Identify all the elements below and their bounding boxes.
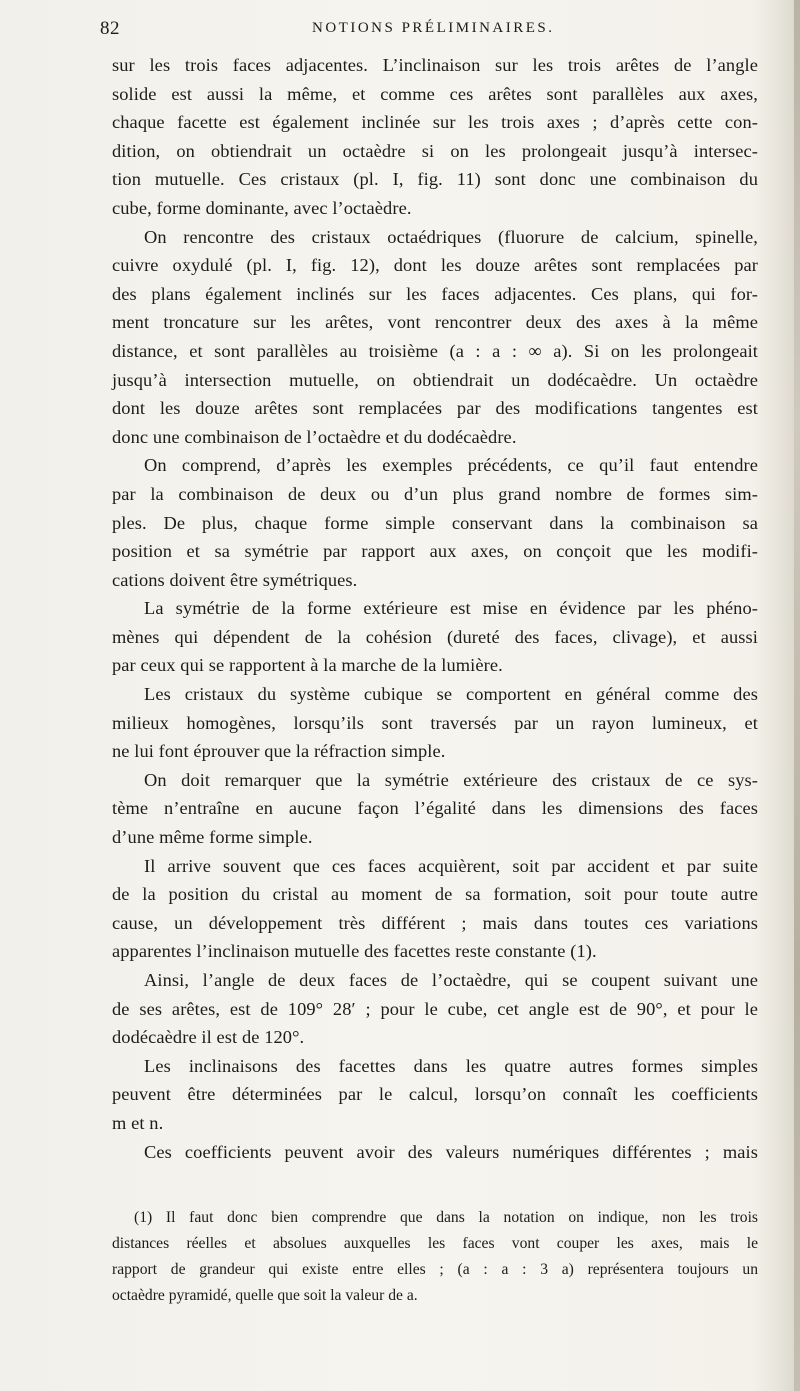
text-line: jusqu’à intersection mutuelle, on obtiendrait un dodécaèdre. Un octaèdre: [112, 369, 758, 390]
text-line: position et sa symétrie par rapport aux axes, on conçoit que les modifi-: [112, 541, 758, 562]
page-number: 82: [100, 18, 120, 39]
text-line: Les cristaux du système cubique se comportent en général comme des: [144, 684, 758, 705]
text-line: solide est aussi la même, et comme ces arêtes sont parallèles aux axes,: [112, 83, 758, 104]
footnote-line: octaèdre pyramidé, quelle que soit la valeur de a.: [112, 1287, 418, 1304]
text-line: sur les trois faces adjacentes. L’inclinaison sur les trois arêtes de l’angle: [112, 55, 758, 75]
text-line: milieux homogènes, lorsqu’ils sont traversés par un rayon lumineux, et: [112, 712, 758, 733]
text-line: chaque facette est également inclinée sur les trois axes ; d’après cette con-: [112, 112, 758, 133]
text-line: d’une même forme simple.: [112, 827, 313, 848]
text-line: dodécaèdre il est de 120°.: [112, 1027, 305, 1048]
text-line: cause, un développement très différent ; mais dans toutes ces variations: [112, 912, 758, 933]
text-line: cuivre oxydulé (pl. I, fig. 12), dont les douze arêtes sont remplacées par: [112, 255, 758, 276]
text-line: des plans également inclinés sur les faces adjacentes. Ces plans, qui for-: [112, 283, 758, 304]
text-line: On doit remarquer que la symétrie extérieure des cristaux de ce sys-: [144, 769, 758, 790]
text-line: m et n.: [112, 1112, 164, 1133]
text-line: de la position du cristal au moment de sa formation, soit pour toute autre: [112, 884, 758, 905]
text-line: cations doivent être symétriques.: [112, 569, 358, 590]
text-line: dont les douze arêtes sont remplacées par des modifications tangentes est: [112, 398, 758, 419]
text-line: mènes qui dépendent de la cohésion (dureté des faces, clivage), et aussi: [112, 626, 758, 647]
text-line: dition, on obtiendrait un octaèdre si on les prolongeait jusqu’à intersec-: [112, 140, 758, 161]
text-line: Ces coefficients peuvent avoir des valeurs numériques différentes ; mais: [144, 1141, 758, 1162]
text-line: distance, et sont parallèles au troisième (a : a : ∞ a). Si on les prolongeait: [112, 340, 758, 361]
footnote-line: (1) Il faut donc bien comprendre que dans la notation on indique, non les trois: [134, 1209, 758, 1226]
text-line: On rencontre des cristaux octaédriques (fluorure de calcium, spinelle,: [144, 226, 758, 247]
text-line: Il arrive souvent que ces faces acquièrent, soit par accident et par suite: [144, 855, 758, 876]
text-line: ment troncature sur les arêtes, vont rencontrer deux des axes à la même: [112, 312, 758, 333]
footnote: [112, 1205, 758, 1309]
text-line: tème n’entraîne en aucune façon l’égalité dans les dimensions des faces: [112, 798, 758, 819]
text-line: Ainsi, l’angle de deux faces de l’octaèdre, qui se coupent suivant une: [144, 970, 758, 990]
text-line: cube, forme dominante, avec l’octaèdre.: [112, 197, 412, 218]
text-line: donc une combinaison de l’octaèdre et du dodécaèdre.: [112, 426, 517, 447]
text-line: On comprend, d’après les exemples précédents, ce qu’il faut entendre: [144, 455, 758, 476]
text-line: ples. De plus, chaque forme simple conservant dans la combinaison sa: [112, 512, 758, 533]
footnote-line: rapport de grandeur qui existe entre elles ; (a : a : 3 a) représentera toujours un: [112, 1261, 758, 1278]
text-line: peuvent être déterminées par le calcul, lorsqu’on connaît les coefficients: [112, 1084, 758, 1105]
footnote-line: distances réelles et absolues auxquelles les faces vont couper les axes, mais le: [112, 1235, 758, 1252]
page-header: NOTIONS PRÉLIMINAIRES.: [312, 20, 555, 36]
text-line: apparentes l’inclinaison mutuelle des facettes reste constante (1).: [112, 941, 597, 962]
text-line: par ceux qui se rapportent à la marche de la lumière.: [112, 655, 503, 676]
text-line: La symétrie de la forme extérieure est mise en évidence par les phéno-: [144, 598, 758, 619]
text-line: tion mutuelle. Ces cristaux (pl. I, fig. 11) sont donc une combinaison du: [112, 169, 758, 190]
running-head: [100, 18, 760, 42]
text-line: de ses arêtes, est de 109° 28′ ; pour le cube, cet angle est de 90°, et pour le: [112, 998, 758, 1019]
text-line: Les inclinaisons des facettes dans les quatre autres formes simples: [144, 1055, 758, 1076]
text-line: par la combinaison de deux ou d’un plus grand nombre de formes sim-: [112, 483, 758, 504]
body-text: [112, 51, 758, 1166]
text-line: ne lui font éprouver que la réfraction simple.: [112, 741, 446, 762]
page-edge-shadow: [794, 0, 800, 1391]
